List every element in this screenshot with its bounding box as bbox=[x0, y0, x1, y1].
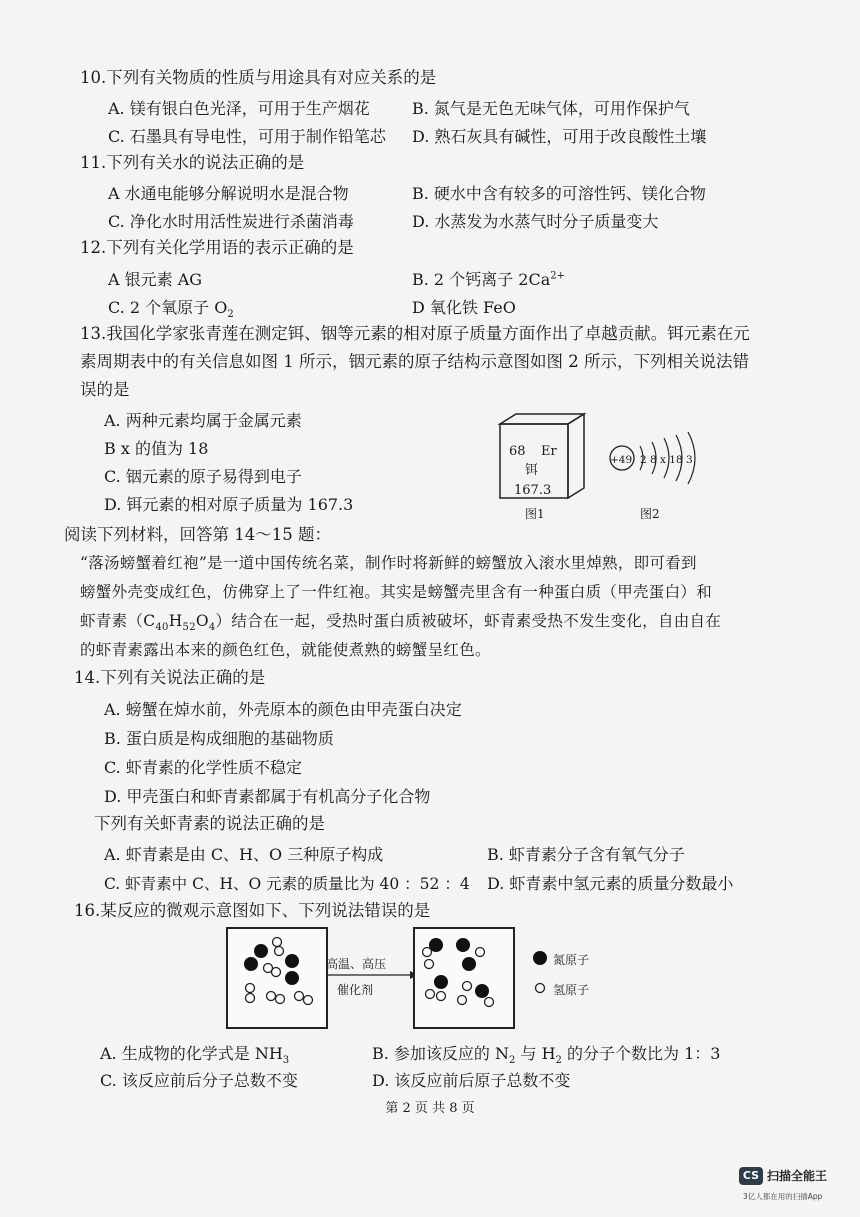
q15-option-a: A. 虾青素是由 C、H、O 三种原子构成 bbox=[104, 845, 384, 864]
camscanner-watermark bbox=[739, 1165, 844, 1205]
camscanner-title: 扫描全能王 bbox=[767, 1169, 828, 1183]
q10-option-d: D. 熟石灰具有碱性，可用于改良酸性土壤 bbox=[412, 127, 707, 146]
figure-1-atomic-number: 68 bbox=[509, 444, 526, 459]
q16-option-d: D. 该反应前后原子总数不变 bbox=[372, 1071, 571, 1090]
figure-1-atomic-mass: 167.3 bbox=[514, 483, 552, 498]
q13-stem-line3: 误的是 bbox=[80, 380, 130, 399]
reading-line-3: 虾青素$(C_{40}H_{52}O_4)$结合在一起，受热时蛋白质被破坏，虾青素受热不发生变化，自由自在 bbox=[80, 612, 722, 634]
q16-legend-nitrogen: 氮原子 bbox=[553, 953, 590, 967]
q11-option-c: C. 净化水时用活性炭进行杀菌消毒 bbox=[108, 212, 354, 231]
q14-option-a: A. 螃蟹在焯水前，外壳原本的颜色由甲壳蛋白决定 bbox=[104, 700, 462, 719]
q12-option-c: C. 2 个氧原子 $O_2$ bbox=[108, 298, 234, 321]
q16-legend-hydrogen: 氢原子 bbox=[553, 983, 590, 997]
q13-option-d: D. 铒元素的相对原子质量为 167.3 bbox=[104, 495, 354, 514]
q12-option-b: B. 2 个钙离子 $2Ca^{2+}$ bbox=[412, 270, 565, 289]
q14-option-c: C. 虾青素的化学性质不稳定 bbox=[104, 758, 302, 777]
figure-2-shells: 2 8 x 18 3 bbox=[640, 454, 693, 466]
figure-1-element-name: 铒 bbox=[525, 463, 539, 478]
q11-option-d: D. 水蒸发为水蒸气时分子质量变大 bbox=[412, 212, 659, 231]
q10-stem: 10.下列有关物质的性质与用途具有对应关系的是 bbox=[80, 68, 437, 87]
q11-option-a: A 水通电能够分解说明水是混合物 bbox=[108, 184, 349, 203]
q16-option-c: C. 该反应前后分子总数不变 bbox=[100, 1071, 298, 1090]
q12-option-d: D 氧化铁 FeO bbox=[412, 298, 516, 317]
q12-option-a: A 银元素 AG bbox=[108, 270, 203, 289]
q13-stem-line2: 素周期表中的有关信息如图 1 所示，铟元素的原子结构示意图如图 2 所示，下列相关说法错 bbox=[80, 352, 749, 371]
figure-1-caption: 图1 bbox=[525, 507, 545, 521]
reading-passage bbox=[80, 549, 760, 665]
q14-stem: 14.下列有关说法正确的是 bbox=[74, 668, 266, 687]
q14-option-b: B. 蛋白质是构成细胞的基础物质 bbox=[104, 729, 334, 748]
camscanner-subtitle: 3亿人都在用的扫描App bbox=[743, 1192, 823, 1201]
q15-option-c: C. 虾青素中 C、H、O 元素的质量比为 40 ：52 ：4 bbox=[104, 875, 470, 893]
reading-line-4: 的虾青素露出本来的颜色红色，就能使煮熟的螃蟹呈红色。 bbox=[80, 641, 491, 659]
figure-2-caption: 图2 bbox=[640, 507, 660, 521]
q11-stem: 11.下列有关水的说法正确的是 bbox=[80, 153, 305, 172]
q14-option-d: D. 甲壳蛋白和虾青素都属于有机高分子化合物 bbox=[104, 787, 431, 806]
q15-stem: 下列有关虾青素的说法正确的是 bbox=[94, 814, 325, 833]
q16-condition-top: 高温、高压 bbox=[326, 957, 387, 971]
q13-option-b: B x 的值为 18 bbox=[104, 439, 209, 458]
reading-line-2: 螃蟹外壳变成红色，仿佛穿上了一件红袍。其实是螃蟹壳里含有一种蛋白质（甲壳蛋白）和 bbox=[80, 583, 713, 601]
q15-option-d: D. 虾青素中氢元素的质量分数最小 bbox=[487, 874, 734, 893]
page-footer: 第 2 页 共 8 页 bbox=[385, 1101, 475, 1116]
q16-stem: 16.某反应的微观示意图如下、下列说法错误的是 bbox=[74, 901, 431, 920]
camscanner-badge-icon: CS bbox=[739, 1167, 763, 1185]
q16-option-b: B. 参加该反应的 $N_2$ 与 $H_2$ 的分子个数比为 1：3 bbox=[372, 1044, 721, 1067]
q16-condition-bottom: 催化剂 bbox=[337, 983, 374, 997]
q13-option-c: C. 铟元素的原子易得到电子 bbox=[104, 467, 302, 486]
q13-stem-line1: 13.我国化学家张青莲在测定铒、铟等元素的相对原子质量方面作出了卓越贡献。铒元素在元 bbox=[80, 324, 750, 343]
figure-1-symbol: Er bbox=[541, 444, 557, 459]
reading-line-1: “落汤螃蟹着红袍”是一道中国传统名菜，制作时将新鲜的螃蟹放入滚水里焯熟，即可看到 bbox=[80, 554, 697, 572]
q11-option-b: B. 硬水中含有较多的可溶性钙、镁化合物 bbox=[412, 184, 706, 203]
q10-option-a: A. 镁有银白色光泽，可用于生产烟花 bbox=[108, 99, 370, 118]
q15-option-b: B. 虾青素分子含有氧气分子 bbox=[487, 845, 685, 864]
q10-option-c: C. 石墨具有导电性，可用于制作铅笔芯 bbox=[108, 127, 386, 146]
q13-option-a: A. 两种元素均属于金属元素 bbox=[104, 411, 302, 430]
q10-option-b: B. 氮气是无色无味气体，可用作保护气 bbox=[412, 99, 690, 118]
figure-2-nucleus: +49 bbox=[610, 454, 633, 466]
q12-stem: 12.下列有关化学用语的表示正确的是 bbox=[80, 238, 354, 257]
reading-intro: 阅读下列材料，回答第 14～15 题： bbox=[64, 525, 331, 544]
q16-option-a: A. 生成物的化学式是 $NH_3$ bbox=[100, 1044, 290, 1067]
